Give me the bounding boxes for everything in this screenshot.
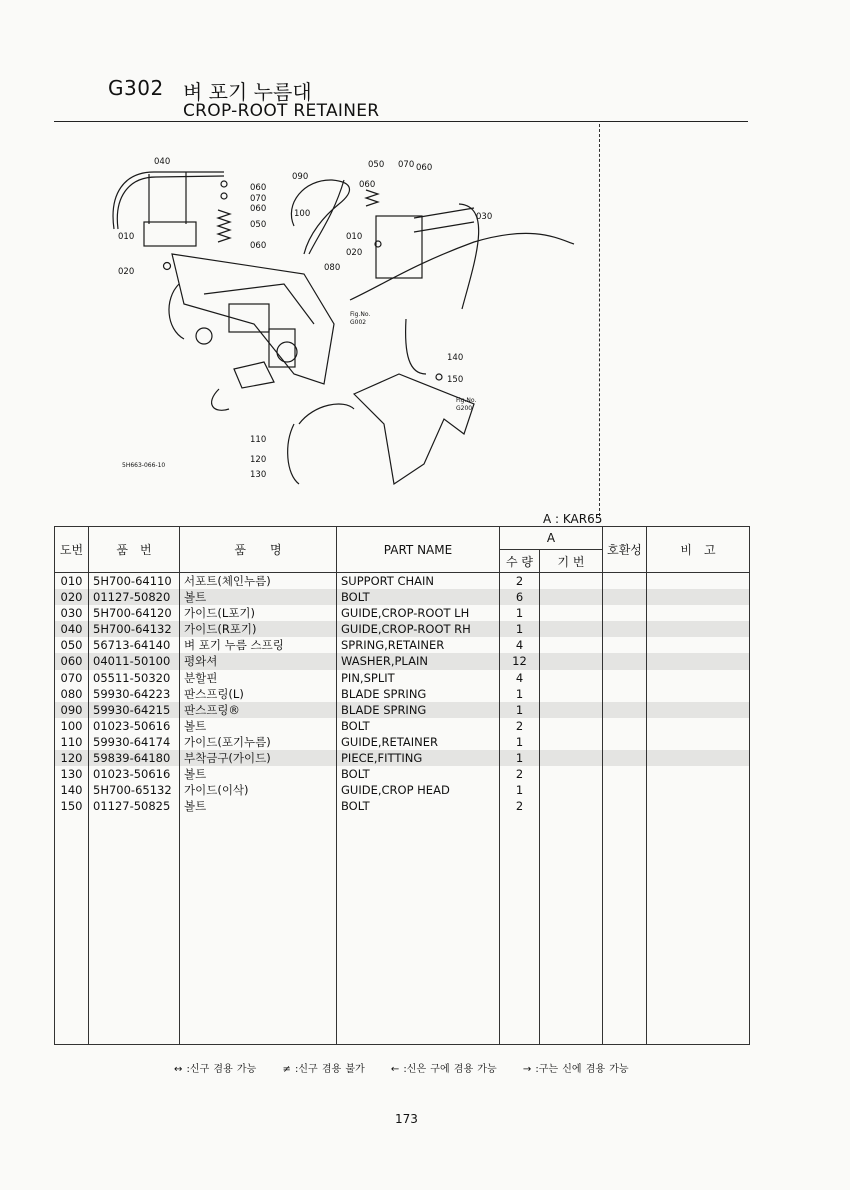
cell-part-no: 59839-64180 — [89, 750, 180, 766]
table-row — [55, 734, 750, 750]
cell-name-ko: 벼 포기 누름 스프링 — [180, 637, 337, 653]
table-row — [55, 782, 750, 798]
svg-text:010: 010 — [118, 232, 135, 242]
svg-text:140: 140 — [447, 353, 464, 363]
cell-compat — [603, 718, 647, 734]
cell-part-no: 59930-64174 — [89, 734, 180, 750]
compatibility-legend — [174, 1060, 651, 1075]
cell-name-ko: 부착금구(가이드) — [180, 750, 337, 766]
legend-item: ← :신은 구에 겸용 가능 — [390, 1064, 497, 1075]
cell-qty: 4 — [500, 637, 540, 653]
cell-base — [540, 637, 603, 653]
svg-text:050: 050 — [368, 160, 385, 170]
cell-part-no: 04011-50100 — [89, 653, 180, 669]
blade-spring-l — [309, 180, 344, 254]
cell-compat — [603, 734, 647, 750]
cell-base — [540, 798, 603, 814]
cell-qty: 2 — [500, 766, 540, 782]
cell-qty: 2 — [500, 573, 540, 590]
empty-cell — [647, 814, 750, 1045]
cell-name-ko: 평와셔 — [180, 653, 337, 669]
table-row — [55, 686, 750, 702]
cell-part-no: 05511-50320 — [89, 670, 180, 686]
cell-no: 140 — [55, 782, 89, 798]
cell-name-ko: 가이드(R포기) — [180, 621, 337, 637]
svg-text:150: 150 — [447, 375, 464, 385]
cell-remarks — [647, 573, 750, 590]
col-header-part-no: 품 번 — [89, 527, 180, 573]
section-title-korean: 벼 포기 누름대 — [183, 80, 312, 104]
svg-text:120: 120 — [250, 455, 267, 465]
cell-compat — [603, 766, 647, 782]
cell-name-ko: 서포트(체인누름) — [180, 573, 337, 590]
svg-text:030: 030 — [476, 212, 493, 222]
svg-text:5H663-066-10: 5H663-066-10 — [122, 462, 166, 469]
cell-remarks — [647, 653, 750, 669]
col-header-part-name: PART NAME — [337, 527, 500, 573]
cell-no: 150 — [55, 798, 89, 814]
empty-cell — [540, 814, 603, 1045]
svg-text:060: 060 — [250, 183, 267, 193]
legend-item: ≠ :신구 겸용 불가 — [282, 1064, 365, 1075]
cell-qty: 4 — [500, 670, 540, 686]
cell-base — [540, 750, 603, 766]
cell-remarks — [647, 734, 750, 750]
cell-compat — [603, 782, 647, 798]
section-divider — [599, 124, 600, 516]
cell-compat — [603, 670, 647, 686]
cell-part-name: BLADE SPRING — [337, 702, 500, 718]
guide-rh-rod — [113, 172, 224, 229]
svg-text:110: 110 — [250, 435, 267, 445]
table-row — [55, 750, 750, 766]
svg-text:070: 070 — [250, 194, 267, 204]
cell-part-no: 01127-50820 — [89, 589, 180, 605]
table-filler-row — [55, 814, 750, 1045]
cell-base — [540, 782, 603, 798]
cell-part-name: PIECE,FITTING — [337, 750, 500, 766]
cell-base — [540, 653, 603, 669]
svg-text:060: 060 — [250, 241, 267, 251]
cell-part-name: GUIDE,RETAINER — [337, 734, 500, 750]
cell-remarks — [647, 637, 750, 653]
cell-no: 050 — [55, 637, 89, 653]
cell-part-no: 59930-64215 — [89, 702, 180, 718]
empty-cell — [337, 814, 500, 1045]
cell-remarks — [647, 750, 750, 766]
cell-part-name: BOLT — [337, 766, 500, 782]
bracket-g200 — [354, 374, 477, 484]
cell-part-name: SPRING,RETAINER — [337, 637, 500, 653]
empty-cell — [603, 814, 647, 1045]
cell-no: 110 — [55, 734, 89, 750]
svg-text:Fig.No.: Fig.No. — [456, 397, 477, 404]
cell-base — [540, 589, 603, 605]
cell-no: 080 — [55, 686, 89, 702]
svg-text:060: 060 — [416, 163, 433, 173]
cell-part-no: 56713-64140 — [89, 637, 180, 653]
cell-part-no: 5H700-64132 — [89, 621, 180, 637]
cell-qty: 1 — [500, 734, 540, 750]
exploded-parts-diagram — [54, 124, 599, 524]
cell-base — [540, 718, 603, 734]
svg-text:010: 010 — [346, 232, 363, 242]
cell-base — [540, 621, 603, 637]
table-row — [55, 637, 750, 653]
cell-name-ko: 판스프링(L) — [180, 686, 337, 702]
svg-text:070: 070 — [398, 160, 415, 170]
svg-text:090: 090 — [292, 172, 309, 182]
cell-no: 040 — [55, 621, 89, 637]
legend-item: ↔ :신구 겸용 가능 — [174, 1064, 257, 1075]
cell-base — [540, 686, 603, 702]
empty-cell — [500, 814, 540, 1045]
table-row — [55, 621, 750, 637]
cell-compat — [603, 573, 647, 590]
table-row — [55, 702, 750, 718]
svg-text:020: 020 — [346, 248, 363, 258]
table-row — [55, 766, 750, 782]
cell-compat — [603, 750, 647, 766]
cell-remarks — [647, 702, 750, 718]
cell-part-no: 01127-50825 — [89, 798, 180, 814]
svg-text:060: 060 — [250, 204, 267, 214]
cell-compat — [603, 686, 647, 702]
table-row — [55, 573, 750, 590]
cell-remarks — [647, 766, 750, 782]
cell-compat — [603, 621, 647, 637]
cell-remarks — [647, 718, 750, 734]
cell-qty: 2 — [500, 718, 540, 734]
cell-compat — [603, 798, 647, 814]
cell-compat — [603, 637, 647, 653]
cell-qty: 1 — [500, 686, 540, 702]
cell-qty: 1 — [500, 621, 540, 637]
col-header-name-ko: 품 명 — [180, 527, 337, 573]
cell-part-name: SUPPORT CHAIN — [337, 573, 500, 590]
cell-no: 010 — [55, 573, 89, 590]
cell-part-no: 5H700-64110 — [89, 573, 180, 590]
cell-part-name: GUIDE,CROP HEAD — [337, 782, 500, 798]
table-row — [55, 653, 750, 669]
cell-no: 030 — [55, 605, 89, 621]
spring-left — [218, 210, 230, 242]
cell-qty: 6 — [500, 589, 540, 605]
cell-name-ko: 판스프링® — [180, 702, 337, 718]
cell-part-no: 01023-50616 — [89, 718, 180, 734]
cell-name-ko: 가이드(이삭) — [180, 782, 337, 798]
cell-no: 070 — [55, 670, 89, 686]
cell-no: 130 — [55, 766, 89, 782]
cell-base — [540, 734, 603, 750]
support-chain-right — [376, 216, 422, 278]
table-row — [55, 718, 750, 734]
cell-compat — [603, 653, 647, 669]
cell-part-no: 5H700-65132 — [89, 782, 180, 798]
svg-text:100: 100 — [294, 209, 311, 219]
title-rule — [54, 121, 748, 122]
col-header-base: 기 번 — [540, 550, 603, 573]
cell-name-ko: 볼트 — [180, 766, 337, 782]
svg-text:050: 050 — [250, 220, 267, 230]
cell-qty: 2 — [500, 798, 540, 814]
col-header-compat: 호환성 — [603, 527, 647, 573]
col-header-no: 도번 — [55, 527, 89, 573]
table-row — [55, 670, 750, 686]
cell-part-no: 01023-50616 — [89, 766, 180, 782]
empty-cell — [89, 814, 180, 1045]
legend-item: → :구는 신에 겸용 가능 — [522, 1064, 629, 1075]
cell-name-ko: 분할핀 — [180, 670, 337, 686]
page-number: 173 — [395, 1112, 418, 1126]
guide-crop-head — [350, 233, 574, 300]
cell-no: 060 — [55, 653, 89, 669]
cell-remarks — [647, 782, 750, 798]
cell-base — [540, 670, 603, 686]
cell-part-name: BOLT — [337, 798, 500, 814]
cell-remarks — [647, 589, 750, 605]
col-header-group-a: A — [500, 527, 603, 550]
cell-compat — [603, 702, 647, 718]
model-note: A : KAR65 — [543, 512, 603, 526]
cell-part-name: BOLT — [337, 589, 500, 605]
cell-qty: 1 — [500, 605, 540, 621]
cell-no: 020 — [55, 589, 89, 605]
section-title-english: CROP-ROOT RETAINER — [183, 101, 380, 121]
parts-rows — [55, 573, 750, 1045]
cell-base — [540, 766, 603, 782]
cell-qty: 1 — [500, 702, 540, 718]
col-header-qty: 수 량 — [500, 550, 540, 573]
svg-text:080: 080 — [324, 263, 341, 273]
cell-remarks — [647, 605, 750, 621]
svg-text:130: 130 — [250, 470, 267, 480]
spring-right — [366, 190, 378, 206]
svg-text:020: 020 — [118, 267, 135, 277]
col-header-remarks: 비 고 — [647, 527, 750, 573]
cell-part-name: BLADE SPRING — [337, 686, 500, 702]
callout-labels — [118, 157, 492, 480]
cell-part-no: 59930-64223 — [89, 686, 180, 702]
cell-name-ko: 볼트 — [180, 718, 337, 734]
table-row — [55, 605, 750, 621]
cell-part-no: 5H700-64120 — [89, 605, 180, 621]
cell-name-ko: 가이드(포기누름) — [180, 734, 337, 750]
svg-text:040: 040 — [154, 157, 171, 167]
svg-text:G200: G200 — [456, 405, 473, 412]
table-row — [55, 589, 750, 605]
cell-remarks — [647, 798, 750, 814]
cell-remarks — [647, 686, 750, 702]
cell-part-name: GUIDE,CROP-ROOT RH — [337, 621, 500, 637]
cell-remarks — [647, 621, 750, 637]
cell-name-ko: 볼트 — [180, 798, 337, 814]
cell-base — [540, 702, 603, 718]
cell-remarks — [647, 670, 750, 686]
svg-text:060: 060 — [359, 180, 376, 190]
svg-text:G002: G002 — [350, 319, 367, 326]
cell-part-name: WASHER,PLAIN — [337, 653, 500, 669]
cell-compat — [603, 589, 647, 605]
cell-base — [540, 573, 603, 590]
svg-text:Fig.No.: Fig.No. — [350, 311, 371, 318]
cell-qty: 1 — [500, 750, 540, 766]
section-code: G302 — [108, 76, 164, 100]
cell-name-ko: 볼트 — [180, 589, 337, 605]
guide-retainer — [288, 424, 299, 484]
cell-qty: 12 — [500, 653, 540, 669]
parts-table — [54, 526, 750, 1045]
cell-part-name: BOLT — [337, 718, 500, 734]
cell-part-name: GUIDE,CROP-ROOT LH — [337, 605, 500, 621]
cell-no: 090 — [55, 702, 89, 718]
cell-no: 100 — [55, 718, 89, 734]
cell-no: 120 — [55, 750, 89, 766]
cell-name-ko: 가이드(L포기) — [180, 605, 337, 621]
cell-compat — [603, 605, 647, 621]
empty-cell — [55, 814, 89, 1045]
cell-base — [540, 605, 603, 621]
cell-qty: 1 — [500, 782, 540, 798]
empty-cell — [180, 814, 337, 1045]
support-chain-left — [144, 222, 196, 246]
table-row — [55, 798, 750, 814]
cell-part-name: PIN,SPLIT — [337, 670, 500, 686]
